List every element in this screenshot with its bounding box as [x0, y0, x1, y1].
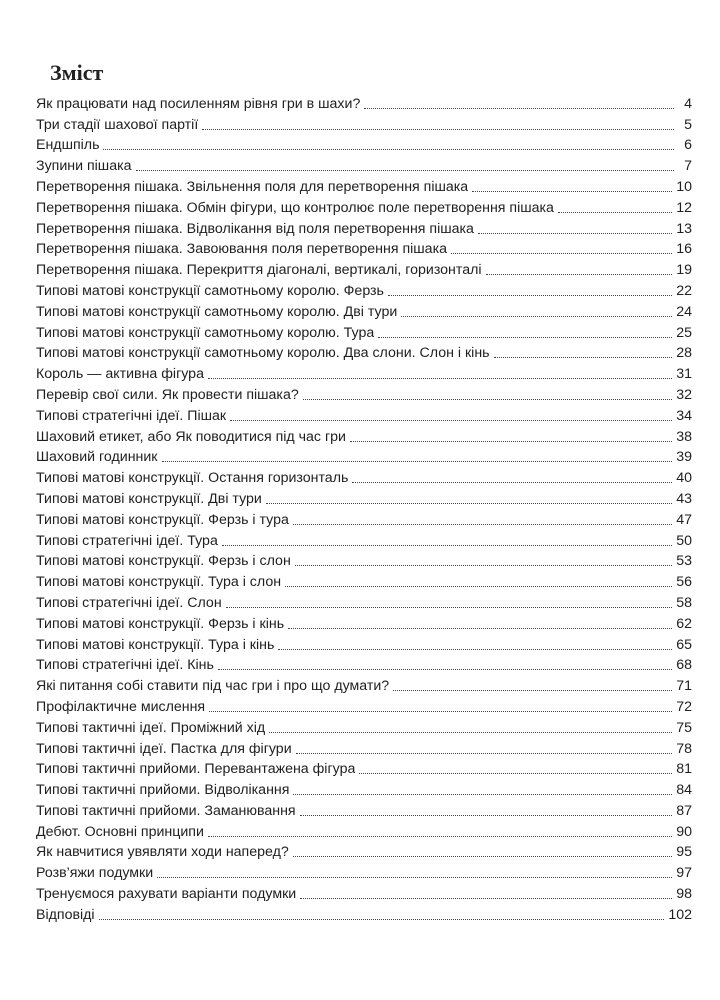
toc-entry-title: Типові стратегічні ідеї. Пішак	[36, 407, 227, 424]
toc-entry-page-number: 65	[676, 636, 692, 653]
toc-entry	[36, 154, 692, 175]
toc-entry	[36, 258, 692, 279]
toc-entry-page-number: 90	[676, 823, 692, 840]
toc-entry	[36, 92, 692, 113]
toc-entry	[36, 466, 692, 487]
dot-leader	[226, 607, 673, 608]
toc-entry	[36, 799, 692, 820]
toc-entry-title: Дебют. Основні принципи	[36, 823, 204, 840]
toc-entry-page-number: 53	[676, 553, 692, 570]
toc-entry	[36, 695, 692, 716]
toc-entry-page-number: 71	[676, 678, 692, 695]
toc-entry-title: Типові матові конструкції. Ферзь і кінь	[36, 615, 285, 632]
toc-entry-title: Три стадії шахової партії	[36, 116, 199, 133]
toc-entry-page-number: 12	[676, 199, 692, 216]
toc-entry	[36, 612, 692, 633]
toc-entry-title: Перетворення пішака. Обмін фігури, що контролює поле перетворення пішака	[36, 199, 554, 216]
dot-leader	[293, 794, 672, 795]
toc-entry-page-number: 6	[684, 137, 692, 154]
dot-leader	[478, 233, 672, 234]
dot-leader	[209, 711, 672, 712]
toc-entry-title: Типові матові конструкції. Ферзь і слон	[36, 553, 291, 570]
toc-entry-page-number: 10	[676, 178, 692, 195]
toc-entry-page-number: 24	[676, 303, 692, 320]
toc-entry-page-number: 19	[676, 262, 692, 279]
toc-entry-title: Типові стратегічні ідеї. Тура	[36, 532, 218, 549]
toc-entry-page-number: 13	[676, 220, 692, 237]
dot-leader	[350, 441, 672, 442]
toc-entry	[36, 321, 692, 342]
dot-leader	[393, 690, 672, 691]
dot-leader	[222, 545, 672, 546]
toc-entry-title: Типові матові конструкції. Остання горизонталь	[36, 470, 349, 487]
dot-leader	[293, 856, 672, 857]
toc-entry-title: Шаховий годинник	[36, 449, 158, 466]
toc-entry-page-number: 102	[668, 906, 692, 923]
dot-leader	[278, 649, 672, 650]
toc-entry	[36, 342, 692, 363]
dot-leader	[157, 877, 672, 878]
toc-entry-title: Типові матові конструкції самотньому королю. Ферзь	[36, 282, 384, 299]
toc-entry-page-number: 50	[676, 532, 692, 549]
toc-entry	[36, 217, 692, 238]
toc-entry	[36, 404, 692, 425]
dot-leader	[269, 732, 672, 733]
toc-entry-page-number: 78	[676, 740, 692, 757]
toc-entry-page-number: 39	[676, 449, 692, 466]
toc-entry	[36, 300, 692, 321]
toc-entry	[36, 279, 692, 300]
dot-leader	[288, 628, 672, 629]
toc-entry-title: Типові тактичні прийоми. Заманювання	[36, 802, 296, 819]
dot-leader	[99, 919, 665, 920]
toc-entry	[36, 550, 692, 571]
toc-entry-title: Типові матові конструкції. Ферзь і тура	[36, 511, 289, 528]
toc-entry-title: Перетворення пішака. Перекриття діагоналі, вертикалі, горизонталі	[36, 262, 482, 279]
dot-leader	[401, 316, 672, 317]
toc-entry	[36, 633, 692, 654]
toc-entry-page-number: 5	[684, 116, 692, 133]
dot-leader	[230, 420, 672, 421]
toc-entry	[36, 882, 692, 903]
toc-entry-page-number: 81	[676, 761, 692, 778]
toc-entry-page-number: 72	[676, 698, 692, 715]
toc-entry-page-number: 16	[676, 241, 692, 258]
toc-entry	[36, 362, 692, 383]
dot-leader	[162, 461, 673, 462]
toc-entry	[36, 758, 692, 779]
toc-entry-page-number: 87	[676, 802, 692, 819]
toc-entry-page-number: 43	[676, 490, 692, 507]
dot-leader	[295, 565, 672, 566]
toc-entry-title: Типові матові конструкції. Дві тури	[36, 490, 262, 507]
toc-entry-title: Тренуємося рахувати варіанти подумки	[36, 886, 297, 903]
dot-leader	[472, 191, 672, 192]
toc-entry-page-number: 95	[676, 844, 692, 861]
toc-entry-title: Типові матові конструкції. Тура і слон	[36, 574, 282, 591]
toc-entry	[36, 591, 692, 612]
dot-leader	[494, 357, 673, 358]
dot-leader	[218, 669, 672, 670]
dot-leader	[388, 295, 672, 296]
toc-entry-page-number: 22	[676, 282, 692, 299]
toc-entry-title: Шаховий етикет, або Як поводитися під час гри	[36, 428, 346, 445]
toc-entry-title: Типові матові конструкції самотньому королю. Два слони. Слон і кінь	[36, 345, 490, 362]
toc-entry-page-number: 25	[676, 324, 692, 341]
toc-entry-page-number: 75	[676, 719, 692, 736]
toc-entry-page-number: 31	[676, 366, 692, 383]
page-title: Зміст	[50, 60, 104, 85]
toc-entry	[36, 383, 692, 404]
toc-entry	[36, 903, 692, 924]
dot-leader	[136, 170, 675, 171]
dot-leader	[300, 898, 672, 899]
toc-entry	[36, 737, 692, 758]
toc-entry-title: Типові стратегічні ідеї. Слон	[36, 594, 222, 611]
toc-entry-page-number: 68	[676, 657, 692, 674]
toc-entry-title: Типові матові конструкції самотньому королю. Дві тури	[36, 303, 398, 320]
toc-entry	[36, 820, 692, 841]
dot-leader	[285, 586, 672, 587]
dot-leader	[296, 753, 673, 754]
toc-entry	[36, 674, 692, 695]
dot-leader	[451, 253, 672, 254]
dot-leader	[202, 129, 674, 130]
toc-entry-title: Перевір свої сили. Як провести пішака?	[36, 386, 299, 403]
toc-entry-title: Перетворення пішака. Відволікання від поля перетворення пішака	[36, 220, 474, 237]
toc-entry-page-number: 40	[676, 470, 692, 487]
toc-entry-page-number: 28	[676, 345, 692, 362]
toc-entry-title: Перетворення пішака. Звільнення поля для перетворення пішака	[36, 178, 469, 195]
toc-entry-page-number: 84	[676, 782, 692, 799]
toc-entry-title: Типові тактичні ідеї. Проміжний хід	[36, 719, 266, 736]
toc-entry	[36, 113, 692, 134]
toc-entry-title: Відповіді	[36, 906, 95, 923]
dot-leader	[208, 836, 672, 837]
toc-entry-page-number: 47	[676, 511, 692, 528]
toc-entry-page-number: 98	[676, 886, 692, 903]
toc-entry-title: Типові тактичні прийоми. Перевантажена фігура	[36, 761, 356, 778]
toc-entry	[36, 508, 692, 529]
toc-entry-title: Типові матові конструкції. Тура і кінь	[36, 636, 275, 653]
dot-leader	[352, 482, 672, 483]
toc-entry-page-number: 34	[676, 407, 692, 424]
toc-entry-title: Типові тактичні ідеї. Пастка для фігури	[36, 740, 292, 757]
toc-entry-page-number: 56	[676, 574, 692, 591]
toc-entry-page-number: 4	[684, 95, 692, 112]
toc-entry-title: Як працювати над посиленням рівня гри в шахи?	[36, 95, 361, 112]
toc-entry-page-number: 62	[676, 615, 692, 632]
dot-leader	[364, 108, 674, 109]
toc-entry-page-number: 7	[684, 158, 692, 175]
dot-leader	[378, 337, 672, 338]
toc-entry	[36, 529, 692, 550]
toc-entry-title: Король — активна фігура	[36, 366, 204, 383]
dot-leader	[359, 773, 672, 774]
toc-entry	[36, 425, 692, 446]
toc-entry-page-number: 38	[676, 428, 692, 445]
toc-entry	[36, 861, 692, 882]
toc-entry	[36, 654, 692, 675]
toc-entry	[36, 175, 692, 196]
toc-entry-title: Які питання собі ставити під час гри і про що думати?	[36, 678, 390, 695]
toc-entry-title: Типові матові конструкції самотньому королю. Тура	[36, 324, 375, 341]
dot-leader	[300, 815, 673, 816]
toc-entry-title: Профілактичне мислення	[36, 698, 206, 715]
dot-leader	[303, 399, 672, 400]
toc-entry-title: Розв’яжи подумки	[36, 865, 154, 882]
toc-entry	[36, 716, 692, 737]
toc-entry-page-number: 97	[676, 865, 692, 882]
toc-entry	[36, 778, 692, 799]
toc-entry	[36, 238, 692, 259]
toc-entry	[36, 446, 692, 467]
toc-entry-title: Як навчитися увявляти ходи наперед?	[36, 844, 289, 861]
dot-leader	[208, 378, 672, 379]
toc-entry-title: Ендшпіль	[36, 137, 100, 154]
dot-leader	[558, 212, 672, 213]
toc-entry-page-number: 32	[676, 386, 692, 403]
dot-leader	[486, 274, 673, 275]
toc-entry-title: Зупини пішака	[36, 158, 132, 175]
dot-leader	[293, 524, 672, 525]
toc-entry-page-number: 58	[676, 594, 692, 611]
table-of-contents	[36, 92, 692, 924]
toc-entry-title: Перетворення пішака. Завоювання поля перетворення пішака	[36, 241, 447, 258]
toc-entry	[36, 487, 692, 508]
dot-leader	[103, 149, 674, 150]
toc-entry	[36, 134, 692, 155]
toc-entry	[36, 196, 692, 217]
toc-entry	[36, 570, 692, 591]
dot-leader	[266, 503, 672, 504]
toc-entry-title: Типові тактичні прийоми. Відволікання	[36, 782, 290, 799]
toc-entry	[36, 841, 692, 862]
toc-entry-title: Типові стратегічні ідеї. Кінь	[36, 657, 214, 674]
